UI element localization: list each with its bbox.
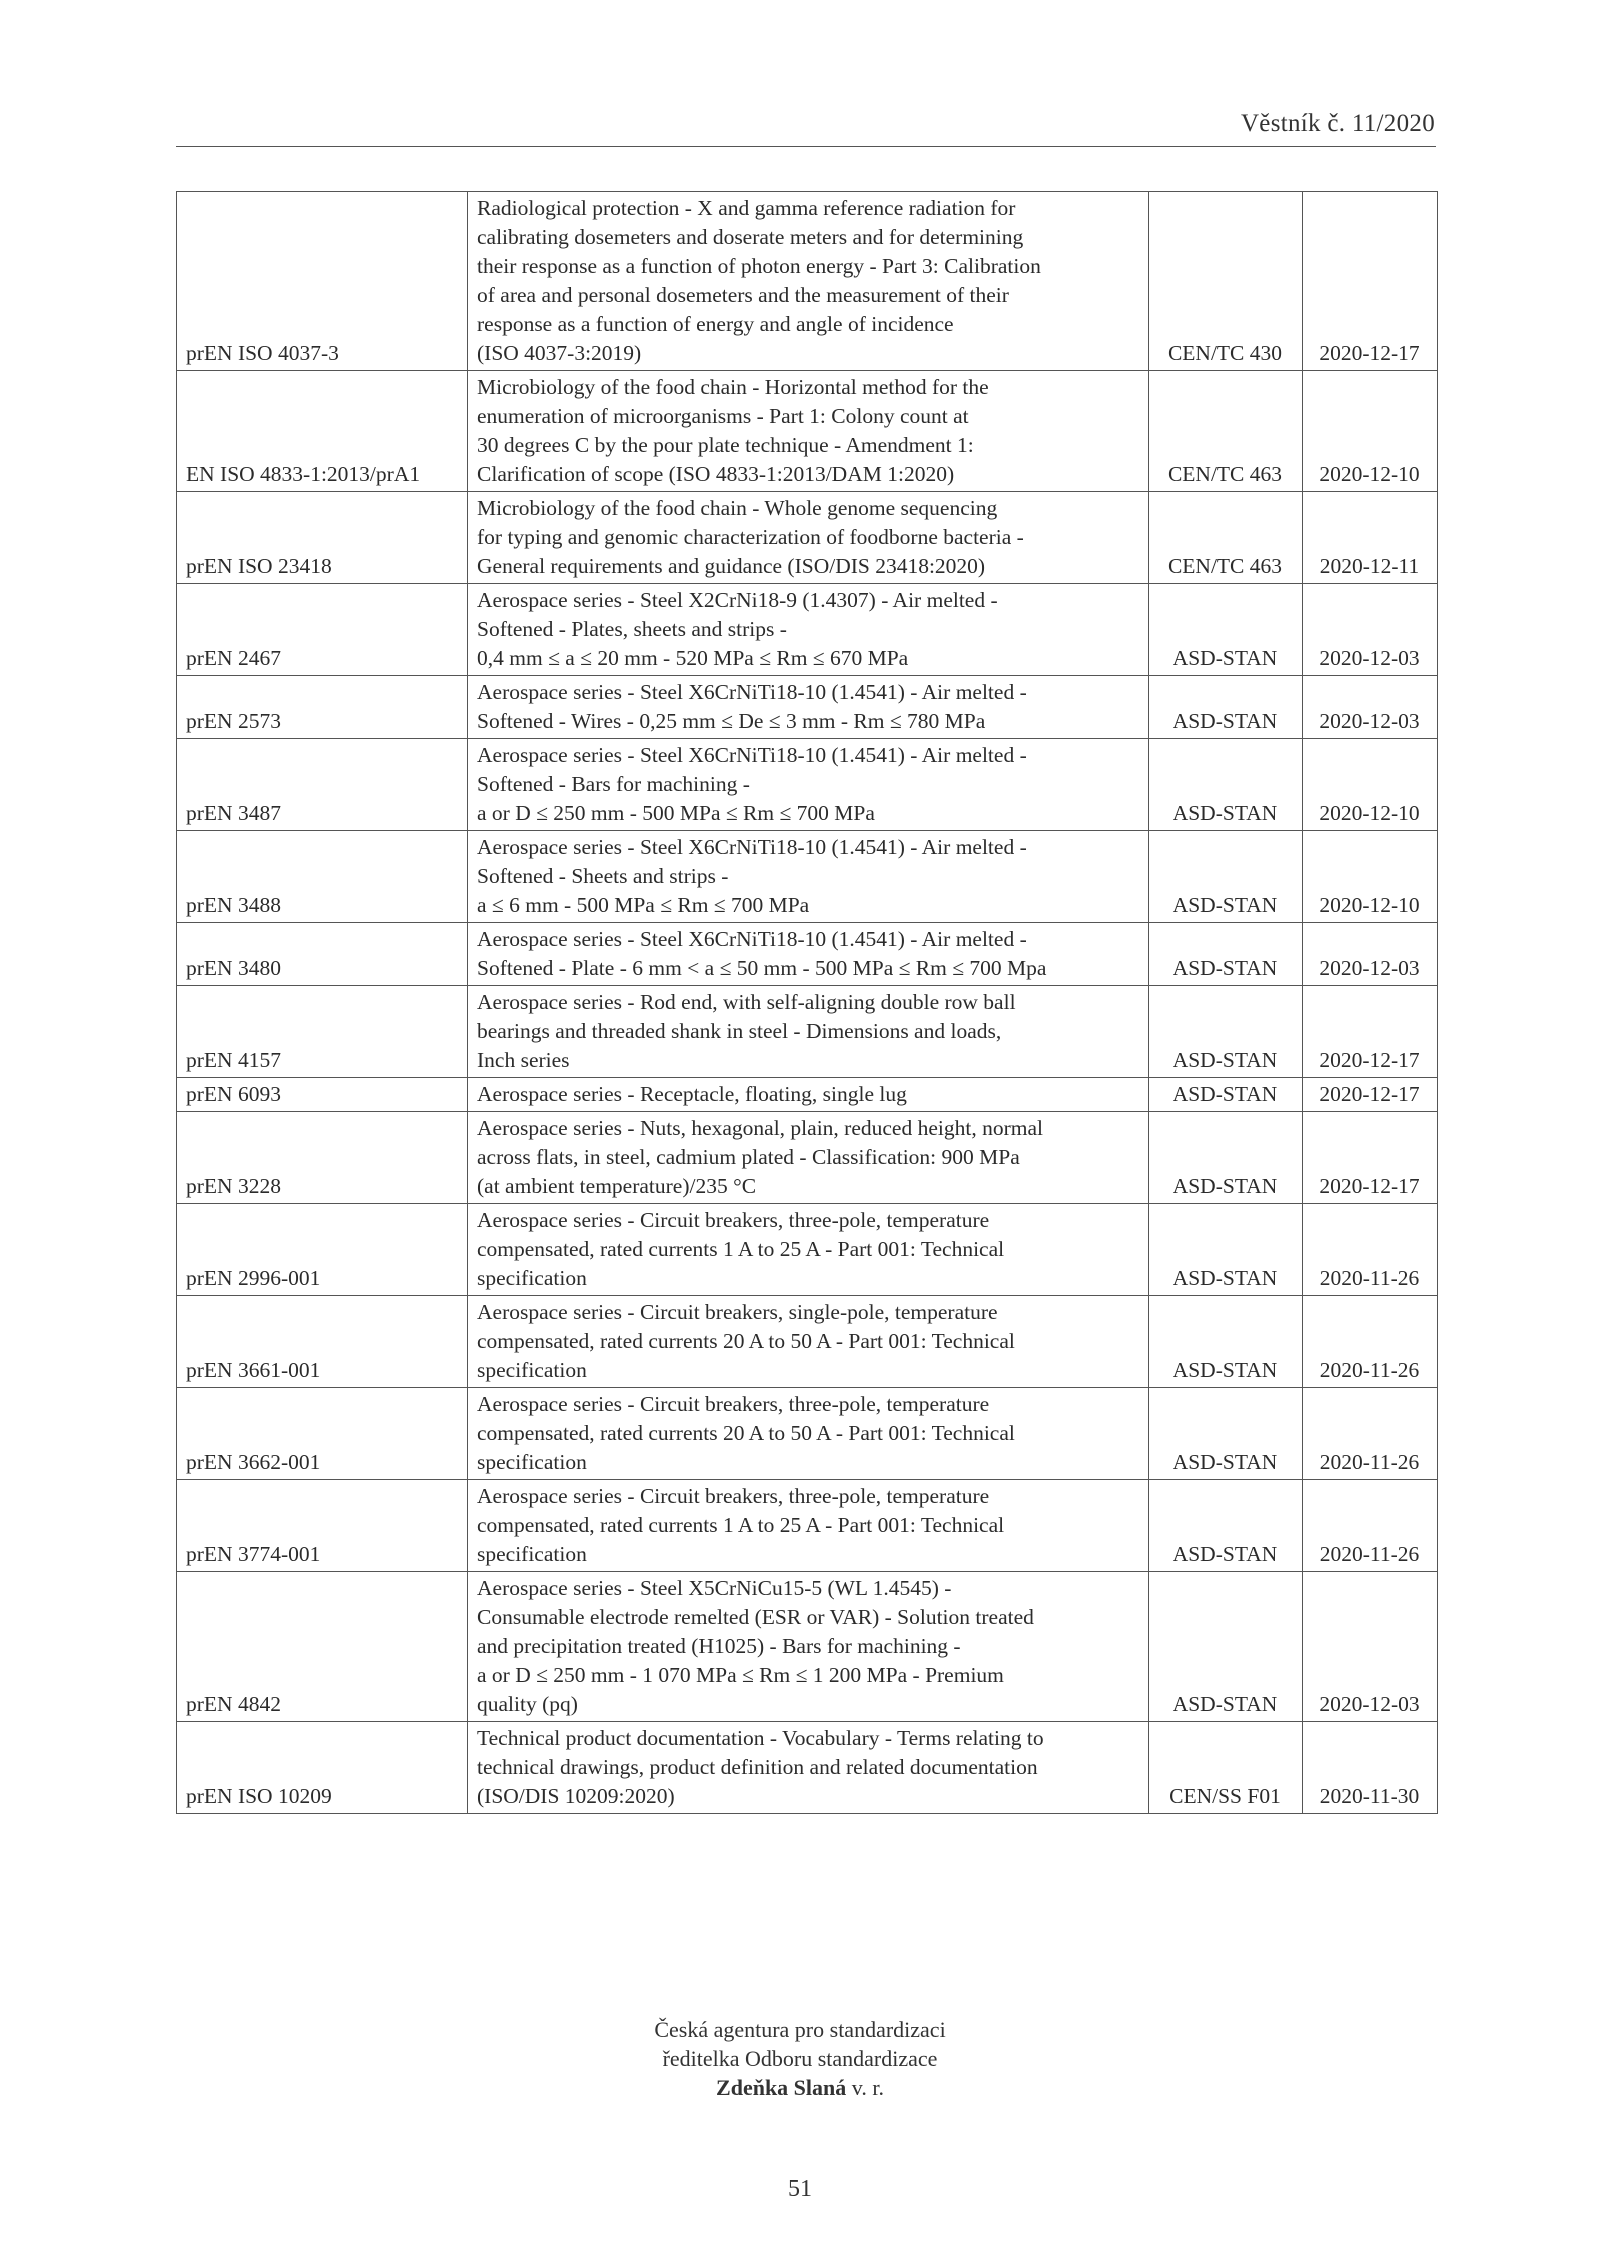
technical-committee-cell: CEN/TC 463 xyxy=(1149,492,1303,584)
signer-name: Zdeňka Slaná xyxy=(716,2075,847,2100)
standard-title-line: specification xyxy=(477,1266,587,1290)
technical-committee-cell: ASD-STAN xyxy=(1149,831,1303,923)
comment-deadline-cell: 2020-11-26 xyxy=(1303,1480,1438,1572)
technical-committee-cell: ASD-STAN xyxy=(1149,584,1303,676)
header-divider xyxy=(176,146,1436,147)
technical-committee-cell: ASD-STAN xyxy=(1149,1204,1303,1296)
standard-title-cell xyxy=(468,986,1149,1078)
comment-deadline-cell: 2020-11-26 xyxy=(1303,1204,1438,1296)
standard-code-cell: prEN 2573 xyxy=(177,676,468,739)
standard-code-cell: prEN 3661-001 xyxy=(177,1296,468,1388)
comment-deadline-cell: 2020-12-10 xyxy=(1303,831,1438,923)
standard-title-line: calibrating dosemeters and doserate meters and for determining xyxy=(477,225,1024,249)
standard-title-cell xyxy=(468,1296,1149,1388)
standard-title-line: General requirements and guidance (ISO/DIS 23418:2020) xyxy=(477,554,986,578)
comment-deadline-cell: 2020-12-03 xyxy=(1303,584,1438,676)
standard-code-cell: prEN 3480 xyxy=(177,923,468,986)
table-row xyxy=(177,371,1438,492)
technical-committee-cell: ASD-STAN xyxy=(1149,676,1303,739)
table-row xyxy=(177,1078,1438,1112)
technical-committee-cell: CEN/SS F01 xyxy=(1149,1722,1303,1814)
standard-title-line: Radiological protection - X and gamma reference radiation for xyxy=(477,196,1016,220)
comment-deadline-cell: 2020-12-03 xyxy=(1303,676,1438,739)
technical-committee-cell: CEN/TC 463 xyxy=(1149,371,1303,492)
technical-committee-cell: ASD-STAN xyxy=(1149,1296,1303,1388)
comment-deadline-cell: 2020-12-17 xyxy=(1303,1078,1438,1112)
standard-title-line: Microbiology of the food chain - Horizontal method for the xyxy=(477,375,989,399)
standard-title-cell xyxy=(468,923,1149,986)
standard-title-line: response as a function of energy and angle of incidence xyxy=(477,312,954,336)
table-row xyxy=(177,1480,1438,1572)
standard-title-cell xyxy=(468,676,1149,739)
technical-committee-cell: ASD-STAN xyxy=(1149,986,1303,1078)
standard-title-line: Aerospace series - Steel X6CrNiTi18-10 (1.4541) - Air melted - xyxy=(477,835,1027,859)
table-row xyxy=(177,1388,1438,1480)
standard-title-line: Aerospace series - Rod end, with self-aligning double row ball xyxy=(477,990,1016,1014)
standard-title-line: Aerospace series - Steel X6CrNiTi18-10 (1.4541) - Air melted - xyxy=(477,680,1027,704)
standard-title-cell xyxy=(468,739,1149,831)
comment-deadline-cell: 2020-12-10 xyxy=(1303,739,1438,831)
signer-line xyxy=(0,2073,1600,2102)
standard-title-cell xyxy=(468,1722,1149,1814)
agency-name: Česká agentura pro standardizaci xyxy=(654,2017,946,2042)
table-row xyxy=(177,1296,1438,1388)
standard-code-cell: prEN 3228 xyxy=(177,1112,468,1204)
comment-deadline-cell: 2020-12-17 xyxy=(1303,192,1438,371)
table-row xyxy=(177,676,1438,739)
standard-title-line: (ISO 4037-3:2019) xyxy=(477,341,642,365)
technical-committee-cell: ASD-STAN xyxy=(1149,1388,1303,1480)
standard-title-line: Technical product documentation - Vocabulary - Terms relating to xyxy=(477,1726,1044,1750)
comment-deadline-cell: 2020-12-17 xyxy=(1303,986,1438,1078)
technical-committee-cell: ASD-STAN xyxy=(1149,1480,1303,1572)
standard-title-line: a ≤ 6 mm - 500 MPa ≤ Rm ≤ 700 MPa xyxy=(477,893,810,917)
comment-deadline-cell: 2020-12-11 xyxy=(1303,492,1438,584)
standard-title-line: bearings and threaded shank in steel - Dimensions and loads, xyxy=(477,1019,1002,1043)
table-row xyxy=(177,1204,1438,1296)
standard-code-cell: prEN 4157 xyxy=(177,986,468,1078)
standard-title-line: across flats, in steel, cadmium plated - Classification: 900 MPa xyxy=(477,1145,1020,1169)
standard-title-line: a or D ≤ 250 mm - 1 070 MPa ≤ Rm ≤ 1 200 MPa - Premium xyxy=(477,1663,1004,1687)
standard-title-line: specification xyxy=(477,1542,587,1566)
comment-deadline-cell: 2020-11-26 xyxy=(1303,1296,1438,1388)
standard-code-cell: prEN 3487 xyxy=(177,739,468,831)
standard-code-cell: prEN 4842 xyxy=(177,1572,468,1722)
standard-title-line: Aerospace series - Steel X6CrNiTi18-10 (1.4541) - Air melted - xyxy=(477,743,1027,767)
table-row xyxy=(177,986,1438,1078)
standards-table xyxy=(176,191,1438,1814)
standard-title-line: compensated, rated currents 1 A to 25 A - Part 001: Technical xyxy=(477,1513,1005,1537)
technical-committee-cell: ASD-STAN xyxy=(1149,739,1303,831)
standard-code-cell: EN ISO 4833-1:2013/prA1 xyxy=(177,371,468,492)
comment-deadline-cell: 2020-12-17 xyxy=(1303,1112,1438,1204)
standard-title-line: Aerospace series - Circuit breakers, single-pole, temperature xyxy=(477,1300,998,1324)
comment-deadline-cell: 2020-12-03 xyxy=(1303,923,1438,986)
standards-table-body xyxy=(177,192,1438,1814)
standard-code-cell: prEN 3774-001 xyxy=(177,1480,468,1572)
standard-title-line: compensated, rated currents 20 A to 50 A - Part 001: Technical xyxy=(477,1329,1015,1353)
standard-title-line: (at ambient temperature)/235 °C xyxy=(477,1174,757,1198)
standard-title-cell xyxy=(468,371,1149,492)
standard-title-line: Aerospace series - Circuit breakers, three-pole, temperature xyxy=(477,1484,990,1508)
standard-title-line: a or D ≤ 250 mm - 500 MPa ≤ Rm ≤ 700 MPa xyxy=(477,801,875,825)
journal-header: Věstník č. 11/2020 xyxy=(1240,110,1435,137)
standard-code-cell: prEN ISO 4037-3 xyxy=(177,192,468,371)
standard-title-line: Aerospace series - Steel X5CrNiCu15-5 (WL 1.4545) - xyxy=(477,1576,952,1600)
standard-code-cell: prEN ISO 10209 xyxy=(177,1722,468,1814)
standard-title-line: Clarification of scope (ISO 4833-1:2013/DAM 1:2020) xyxy=(477,462,955,486)
standard-title-line: Microbiology of the food chain - Whole genome sequencing xyxy=(477,496,998,520)
standard-title-line: Aerospace series - Steel X2CrNi18-9 (1.4307) - Air melted - xyxy=(477,588,998,612)
standard-title-cell xyxy=(468,584,1149,676)
standard-code-cell: prEN 6093 xyxy=(177,1078,468,1112)
signature-block xyxy=(0,2015,1600,2102)
technical-committee-cell: CEN/TC 430 xyxy=(1149,192,1303,371)
standard-title-line: specification xyxy=(477,1450,587,1474)
table-row xyxy=(177,831,1438,923)
table-row xyxy=(177,1112,1438,1204)
table-row xyxy=(177,1572,1438,1722)
standard-title-line: and precipitation treated (H1025) - Bars for machining - xyxy=(477,1634,961,1658)
standard-title-line: enumeration of microorganisms - Part 1: Colony count at xyxy=(477,404,969,428)
standard-code-cell: prEN 2467 xyxy=(177,584,468,676)
table-row xyxy=(177,192,1438,371)
standard-title-line: Aerospace series - Receptacle, floating, single lug xyxy=(477,1082,907,1106)
standard-title-line: Aerospace series - Circuit breakers, three-pole, temperature xyxy=(477,1392,990,1416)
comment-deadline-cell: 2020-11-26 xyxy=(1303,1388,1438,1480)
comment-deadline-cell: 2020-11-30 xyxy=(1303,1722,1438,1814)
comment-deadline-cell: 2020-12-03 xyxy=(1303,1572,1438,1722)
standard-title-line: 30 degrees C by the pour plate technique - Amendment 1: xyxy=(477,433,974,457)
standard-title-line: Consumable electrode remelted (ESR or VAR) - Solution treated xyxy=(477,1605,1034,1629)
technical-committee-cell: ASD-STAN xyxy=(1149,1112,1303,1204)
standard-code-cell: prEN 3662-001 xyxy=(177,1388,468,1480)
standard-title-line: Softened - Sheets and strips - xyxy=(477,864,729,888)
standard-code-cell: prEN 2996-001 xyxy=(177,1204,468,1296)
standard-title-cell xyxy=(468,192,1149,371)
standard-title-cell xyxy=(468,1480,1149,1572)
standard-title-line: Aerospace series - Circuit breakers, three-pole, temperature xyxy=(477,1208,990,1232)
standard-title-line: 0,4 mm ≤ a ≤ 20 mm - 520 MPa ≤ Rm ≤ 670 MPa xyxy=(477,646,909,670)
standard-title-line: compensated, rated currents 20 A to 50 A - Part 001: Technical xyxy=(477,1421,1015,1445)
standard-code-cell: prEN 3488 xyxy=(177,831,468,923)
signer-suffix: v. r. xyxy=(846,2075,884,2100)
standard-title-cell xyxy=(468,1204,1149,1296)
standard-title-cell xyxy=(468,1572,1149,1722)
standard-title-line: quality (pq) xyxy=(477,1692,578,1716)
table-row xyxy=(177,1722,1438,1814)
standard-title-line: of area and personal dosemeters and the measurement of their xyxy=(477,283,1009,307)
standard-title-cell xyxy=(468,1078,1149,1112)
standard-title-line: Aerospace series - Steel X6CrNiTi18-10 (1.4541) - Air melted - xyxy=(477,927,1027,951)
technical-committee-cell: ASD-STAN xyxy=(1149,1572,1303,1722)
table-row xyxy=(177,739,1438,831)
table-row xyxy=(177,923,1438,986)
standard-title-line: technical drawings, product definition and related documentation xyxy=(477,1755,1038,1779)
comment-deadline-cell: 2020-12-10 xyxy=(1303,371,1438,492)
standard-title-cell xyxy=(468,492,1149,584)
standard-title-line: Softened - Plate - 6 mm < a ≤ 50 mm - 500 MPa ≤ Rm ≤ 700 Mpa xyxy=(477,956,1047,980)
standard-title-line: (ISO/DIS 10209:2020) xyxy=(477,1784,675,1808)
standard-title-line: compensated, rated currents 1 A to 25 A - Part 001: Technical xyxy=(477,1237,1005,1261)
standard-title-line: Inch series xyxy=(477,1048,570,1072)
technical-committee-cell: ASD-STAN xyxy=(1149,1078,1303,1112)
standard-title-line: for typing and genomic characterization of foodborne bacteria - xyxy=(477,525,1024,549)
standard-title-line: Aerospace series - Nuts, hexagonal, plain, reduced height, normal xyxy=(477,1116,1043,1140)
technical-committee-cell: ASD-STAN xyxy=(1149,923,1303,986)
signer-role: ředitelka Odboru standardizace xyxy=(662,2046,938,2071)
standard-title-line: Softened - Bars for machining - xyxy=(477,772,750,796)
standard-title-line: Softened - Wires - 0,25 mm ≤ De ≤ 3 mm - Rm ≤ 780 MPa xyxy=(477,709,986,733)
standard-title-line: Softened - Plates, sheets and strips - xyxy=(477,617,787,641)
standard-title-cell xyxy=(468,1112,1149,1204)
table-row xyxy=(177,584,1438,676)
table-row xyxy=(177,492,1438,584)
standard-title-cell xyxy=(468,1388,1149,1480)
standard-title-line: their response as a function of photon energy - Part 3: Calibration xyxy=(477,254,1041,278)
standard-code-cell: prEN ISO 23418 xyxy=(177,492,468,584)
page-number: 51 xyxy=(788,2176,812,2202)
standard-title-line: specification xyxy=(477,1358,587,1382)
standard-title-cell xyxy=(468,831,1149,923)
